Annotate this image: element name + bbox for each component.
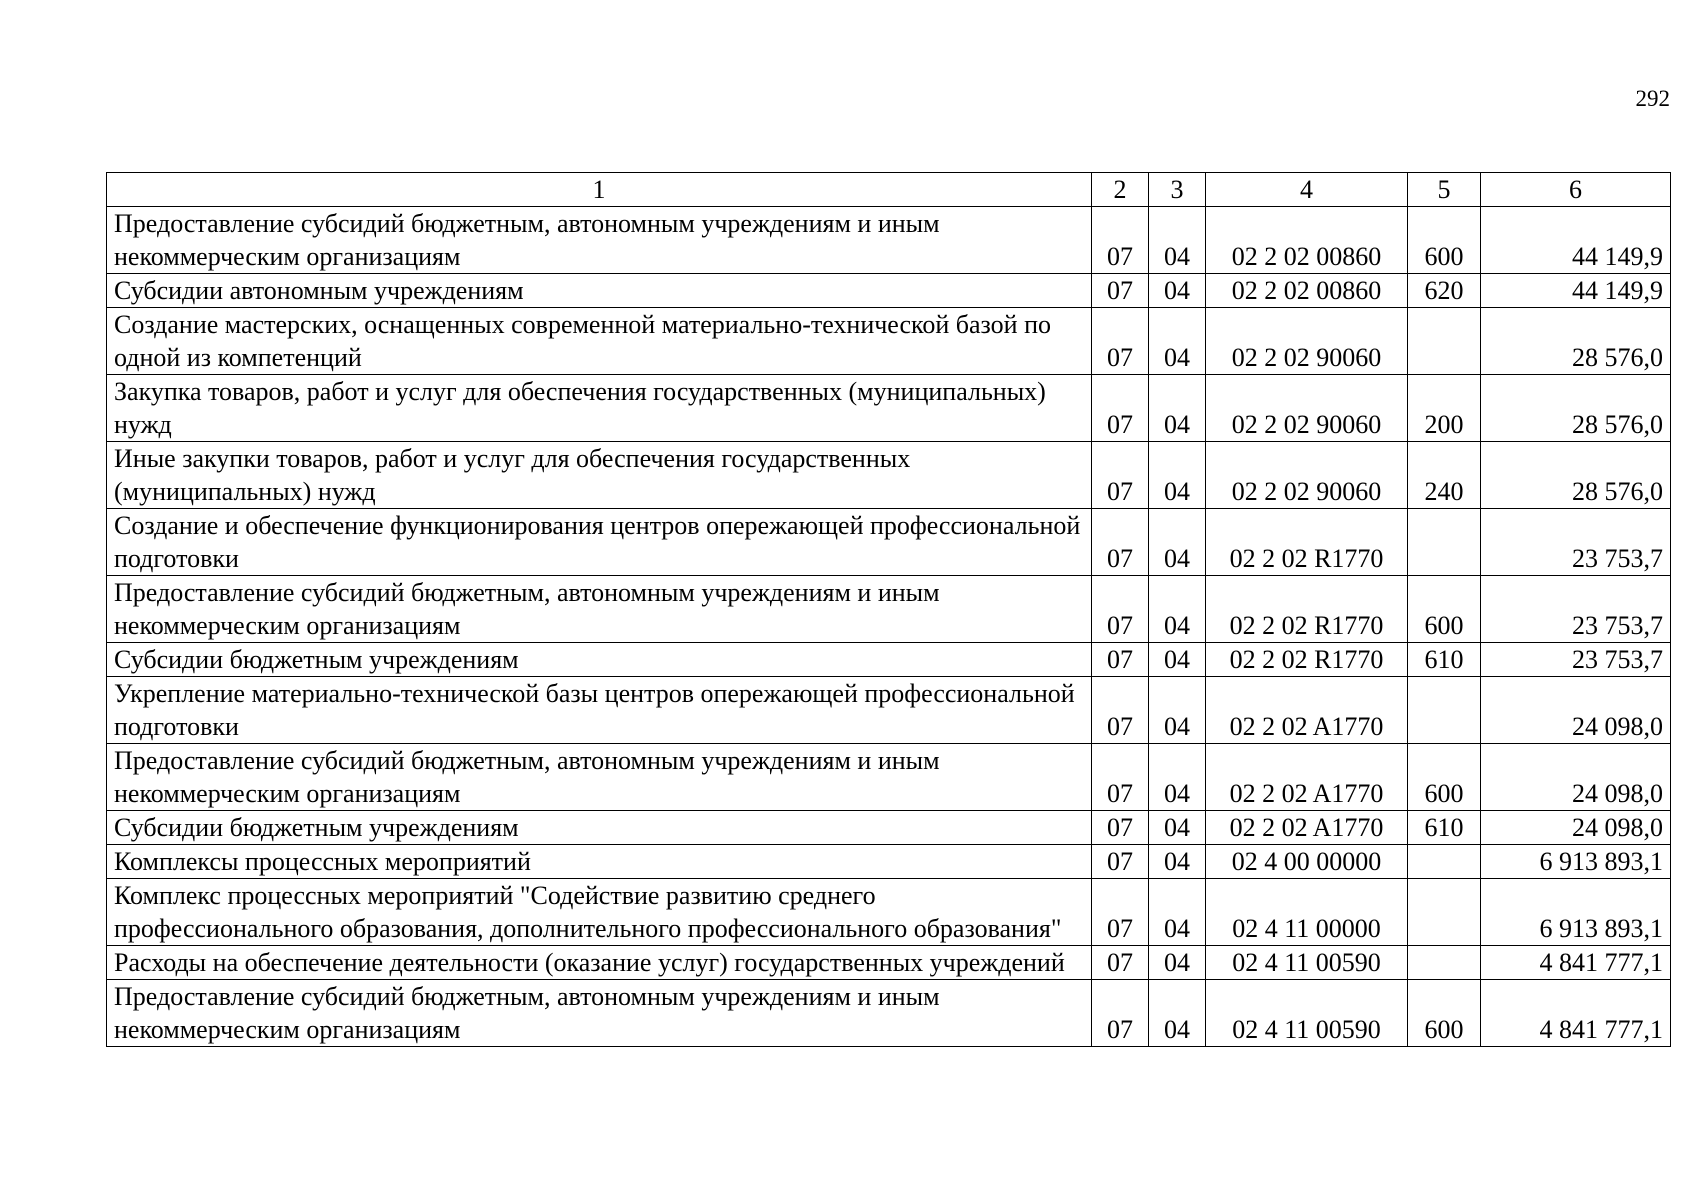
expense-type-cell: 200 xyxy=(1408,375,1481,442)
section-code-cell: 07 xyxy=(1092,677,1149,744)
section-code-cell: 07 xyxy=(1092,576,1149,643)
subsection-code-cell: 04 xyxy=(1149,207,1206,274)
subsection-code-cell: 04 xyxy=(1149,677,1206,744)
column-header: 2 xyxy=(1092,173,1149,207)
table-row xyxy=(107,509,1671,576)
expense-type-cell: 600 xyxy=(1408,744,1481,811)
amount-cell: 44 149,9 xyxy=(1481,274,1671,308)
table-row xyxy=(107,375,1671,442)
section-code-cell: 07 xyxy=(1092,509,1149,576)
target-article-cell: 02 2 02 90060 xyxy=(1206,442,1408,509)
table-row xyxy=(107,946,1671,980)
column-header: 6 xyxy=(1481,173,1671,207)
row-name-cell: Закупка товаров, работ и услуг для обеспечения государственных (муниципальных) нужд xyxy=(107,375,1092,442)
table-row xyxy=(107,643,1671,677)
row-name-cell: Субсидии бюджетным учреждениям xyxy=(107,643,1092,677)
section-code-cell: 07 xyxy=(1092,980,1149,1047)
subsection-code-cell: 04 xyxy=(1149,879,1206,946)
expense-type-cell: 240 xyxy=(1408,442,1481,509)
subsection-code-cell: 04 xyxy=(1149,509,1206,576)
column-header: 5 xyxy=(1408,173,1481,207)
table-row xyxy=(107,744,1671,811)
subsection-code-cell: 04 xyxy=(1149,576,1206,643)
target-article-cell: 02 4 11 00000 xyxy=(1206,879,1408,946)
row-name-cell: Комплексы процессных мероприятий xyxy=(107,845,1092,879)
row-name-cell: Субсидии автономным учреждениям xyxy=(107,274,1092,308)
subsection-code-cell: 04 xyxy=(1149,442,1206,509)
target-article-cell: 02 4 00 00000 xyxy=(1206,845,1408,879)
row-name-cell: Укрепление материально-технической базы центров опережающей профессиональной подготовки xyxy=(107,677,1092,744)
row-name-cell: Создание и обеспечение функционирования центров опережающей профессиональной подготовки xyxy=(107,509,1092,576)
target-article-cell: 02 2 02 R1770 xyxy=(1206,509,1408,576)
target-article-cell: 02 2 02 A1770 xyxy=(1206,677,1408,744)
column-header: 1 xyxy=(107,173,1092,207)
amount-cell: 28 576,0 xyxy=(1481,308,1671,375)
amount-cell: 23 753,7 xyxy=(1481,509,1671,576)
table-body xyxy=(107,207,1671,1047)
row-name-cell: Предоставление субсидий бюджетным, автономным учреждениям и иным некоммерческим организациям xyxy=(107,744,1092,811)
amount-cell: 24 098,0 xyxy=(1481,744,1671,811)
subsection-code-cell: 04 xyxy=(1149,308,1206,375)
expense-type-cell xyxy=(1408,677,1481,744)
target-article-cell: 02 2 02 R1770 xyxy=(1206,576,1408,643)
section-code-cell: 07 xyxy=(1092,274,1149,308)
target-article-cell: 02 2 02 R1770 xyxy=(1206,643,1408,677)
expense-type-cell xyxy=(1408,308,1481,375)
target-article-cell: 02 2 02 90060 xyxy=(1206,308,1408,375)
amount-cell: 44 149,9 xyxy=(1481,207,1671,274)
subsection-code-cell: 04 xyxy=(1149,375,1206,442)
subsection-code-cell: 04 xyxy=(1149,811,1206,845)
section-code-cell: 07 xyxy=(1092,946,1149,980)
table-row xyxy=(107,207,1671,274)
section-code-cell: 07 xyxy=(1092,811,1149,845)
section-code-cell: 07 xyxy=(1092,308,1149,375)
amount-cell: 28 576,0 xyxy=(1481,442,1671,509)
expense-type-cell: 600 xyxy=(1408,207,1481,274)
subsection-code-cell: 04 xyxy=(1149,744,1206,811)
target-article-cell: 02 2 02 A1770 xyxy=(1206,744,1408,811)
expense-type-cell: 620 xyxy=(1408,274,1481,308)
amount-cell: 24 098,0 xyxy=(1481,811,1671,845)
table-row xyxy=(107,274,1671,308)
column-header: 3 xyxy=(1149,173,1206,207)
row-name-cell: Субсидии бюджетным учреждениям xyxy=(107,811,1092,845)
budget-table xyxy=(106,172,1671,1047)
section-code-cell: 07 xyxy=(1092,442,1149,509)
target-article-cell: 02 4 11 00590 xyxy=(1206,980,1408,1047)
amount-cell: 6 913 893,1 xyxy=(1481,845,1671,879)
expense-type-cell xyxy=(1408,509,1481,576)
expense-type-cell xyxy=(1408,946,1481,980)
expense-type-cell: 600 xyxy=(1408,576,1481,643)
expense-type-cell: 610 xyxy=(1408,643,1481,677)
row-name-cell: Иные закупки товаров, работ и услуг для обеспечения государственных (муниципальных) нужд xyxy=(107,442,1092,509)
amount-cell: 24 098,0 xyxy=(1481,677,1671,744)
target-article-cell: 02 2 02 A1770 xyxy=(1206,811,1408,845)
subsection-code-cell: 04 xyxy=(1149,643,1206,677)
target-article-cell: 02 4 11 00590 xyxy=(1206,946,1408,980)
section-code-cell: 07 xyxy=(1092,845,1149,879)
expense-type-cell: 610 xyxy=(1408,811,1481,845)
amount-cell: 28 576,0 xyxy=(1481,375,1671,442)
table-row xyxy=(107,811,1671,845)
amount-cell: 23 753,7 xyxy=(1481,576,1671,643)
table-row xyxy=(107,879,1671,946)
table-row xyxy=(107,576,1671,643)
table-row xyxy=(107,442,1671,509)
subsection-code-cell: 04 xyxy=(1149,274,1206,308)
table-row xyxy=(107,980,1671,1047)
section-code-cell: 07 xyxy=(1092,207,1149,274)
subsection-code-cell: 04 xyxy=(1149,845,1206,879)
target-article-cell: 02 2 02 00860 xyxy=(1206,207,1408,274)
row-name-cell: Предоставление субсидий бюджетным, автономным учреждениям и иным некоммерческим организациям xyxy=(107,207,1092,274)
row-name-cell: Комплекс процессных мероприятий "Содействие развитию среднего профессионального образования, дополнительного профессионального образования" xyxy=(107,879,1092,946)
amount-cell: 23 753,7 xyxy=(1481,643,1671,677)
row-name-cell: Предоставление субсидий бюджетным, автономным учреждениям и иным некоммерческим организациям xyxy=(107,980,1092,1047)
expense-type-cell: 600 xyxy=(1408,980,1481,1047)
row-name-cell: Предоставление субсидий бюджетным, автономным учреждениям и иным некоммерческим организациям xyxy=(107,576,1092,643)
expense-type-cell xyxy=(1408,845,1481,879)
section-code-cell: 07 xyxy=(1092,375,1149,442)
table-row xyxy=(107,308,1671,375)
subsection-code-cell: 04 xyxy=(1149,946,1206,980)
row-name-cell: Создание мастерских, оснащенных современной материально-технической базой по одной из компетенций xyxy=(107,308,1092,375)
column-header: 4 xyxy=(1206,173,1408,207)
section-code-cell: 07 xyxy=(1092,643,1149,677)
amount-cell: 6 913 893,1 xyxy=(1481,879,1671,946)
page-number: 292 xyxy=(1635,86,1670,111)
target-article-cell: 02 2 02 00860 xyxy=(1206,274,1408,308)
table-row xyxy=(107,845,1671,879)
subsection-code-cell: 04 xyxy=(1149,980,1206,1047)
target-article-cell: 02 2 02 90060 xyxy=(1206,375,1408,442)
amount-cell: 4 841 777,1 xyxy=(1481,980,1671,1047)
table-row xyxy=(107,677,1671,744)
table-header-row xyxy=(107,173,1671,207)
section-code-cell: 07 xyxy=(1092,879,1149,946)
amount-cell: 4 841 777,1 xyxy=(1481,946,1671,980)
section-code-cell: 07 xyxy=(1092,744,1149,811)
row-name-cell: Расходы на обеспечение деятельности (оказание услуг) государственных учреждений xyxy=(107,946,1092,980)
expense-type-cell xyxy=(1408,879,1481,946)
